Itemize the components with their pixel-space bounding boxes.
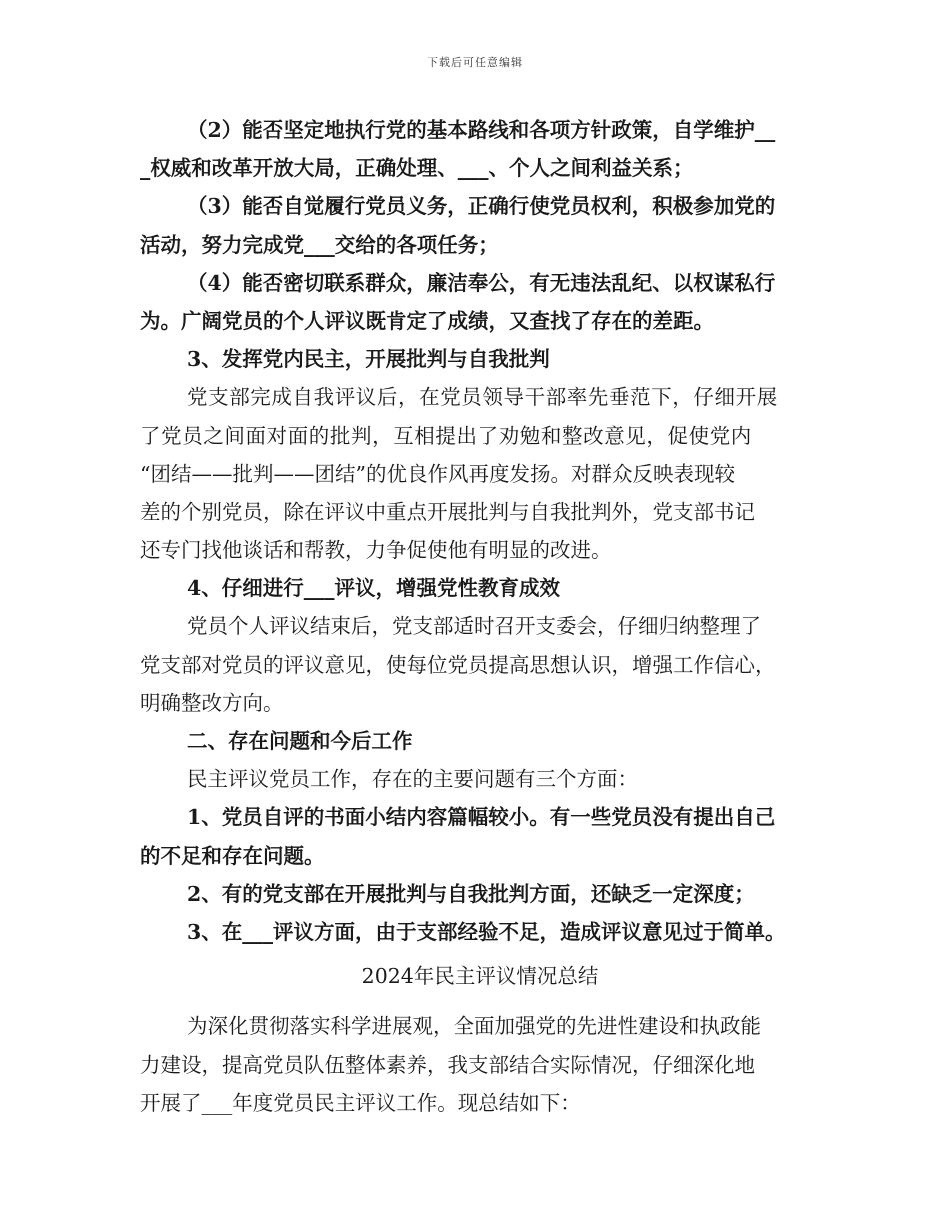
paragraph-criticism-line-5: 还专门找他谈话和帮教，力争促使他有明显的改进。 bbox=[140, 538, 612, 563]
paragraph-problems-intro: 民主评议党员工作，存在的主要问题有三个方面： bbox=[187, 767, 638, 792]
paragraph-summary-line-3: 开展了___年度党员民主评议工作。现总结如下： bbox=[140, 1090, 581, 1115]
section-heading-3: 3、发挥党内民主，开展批判与自我批判 bbox=[187, 347, 550, 372]
paragraph-item-3-line-1: （3）能否自觉履行党员义务，正确行使党员权利，积极参加党的 bbox=[187, 194, 776, 219]
paragraph-item-4-line-2: 为。广阔党员的个人评议既肯定了成绩，又查找了存在的差距。 bbox=[140, 308, 714, 333]
paragraph-item-2-line-2: _权威和改革开放大局，正确处理、___、个人之间利益关系； bbox=[140, 156, 694, 181]
document-body bbox=[140, 111, 820, 1122]
paragraph-item-4-line-1: （4）能否密切联系群众，廉洁奉公，有无违法乱纪、以权谋私行 bbox=[187, 270, 776, 295]
paragraph-item-2-line-1: （2）能否坚定地执行党的基本路线和各项方针政策，自学维护__ bbox=[187, 118, 776, 142]
section-heading-4: 4、仔细进行___评议，增强党性教育成效 bbox=[187, 576, 561, 601]
problem-item-3: 3、在___评议方面，由于支部经验不足，造成评议意见过于简单。 bbox=[187, 919, 786, 944]
paragraph-criticism-line-1: 党支部完成自我评议后，在党员领导干部率先垂范下，仔细开展 bbox=[187, 385, 778, 410]
paragraph-criticism-line-3: “团结——批判——团结”的优良作风再度发扬。对群众反映表现较 bbox=[140, 461, 735, 486]
paragraph-evaluation-line-3: 明确整改方向。 bbox=[140, 690, 284, 715]
paragraph-summary-line-2: 力建设，提高党员队伍整体素养，我支部结合实际情况，仔细深化地 bbox=[140, 1052, 755, 1077]
paragraph-item-3-line-2: 活动，努力完成党___交给的各项任务； bbox=[140, 232, 499, 257]
paragraph-criticism-line-2: 了党员之间面对面的批判，互相提出了劝勉和整改意见，促使党内 bbox=[140, 423, 752, 448]
section-heading-problems: 二、存在问题和今后工作 bbox=[187, 729, 413, 753]
paragraph-summary-line-1: 为深化贯彻落实科学进展观，全面加强党的先进性建设和执政能 bbox=[187, 1014, 761, 1039]
document-title: 2024年民主评议情况总结 bbox=[361, 964, 599, 989]
problem-item-1-line-2: 的不足和存在问题。 bbox=[140, 843, 325, 868]
paragraph-criticism-line-4: 差的个别党员，除在评议中重点开展批判与自我批判外，党支部书记 bbox=[140, 499, 755, 524]
page-header: 下载后可任意编辑 bbox=[427, 56, 523, 69]
problem-item-2: 2、有的党支部在开展批判与自我批判方面，还缺乏一定深度； bbox=[187, 881, 755, 906]
paragraph-evaluation-line-1: 党员个人评议结束后，党支部适时召开支委会，仔细归纳整理了 bbox=[187, 614, 761, 639]
problem-item-1-line-1: 1、党员自评的书面小结内容篇幅较小。有一些党员没有提出自己 bbox=[187, 805, 776, 830]
paragraph-evaluation-line-2: 党支部对党员的评议意见，使每位党员提高思想认识，增强工作信心， bbox=[140, 652, 776, 677]
